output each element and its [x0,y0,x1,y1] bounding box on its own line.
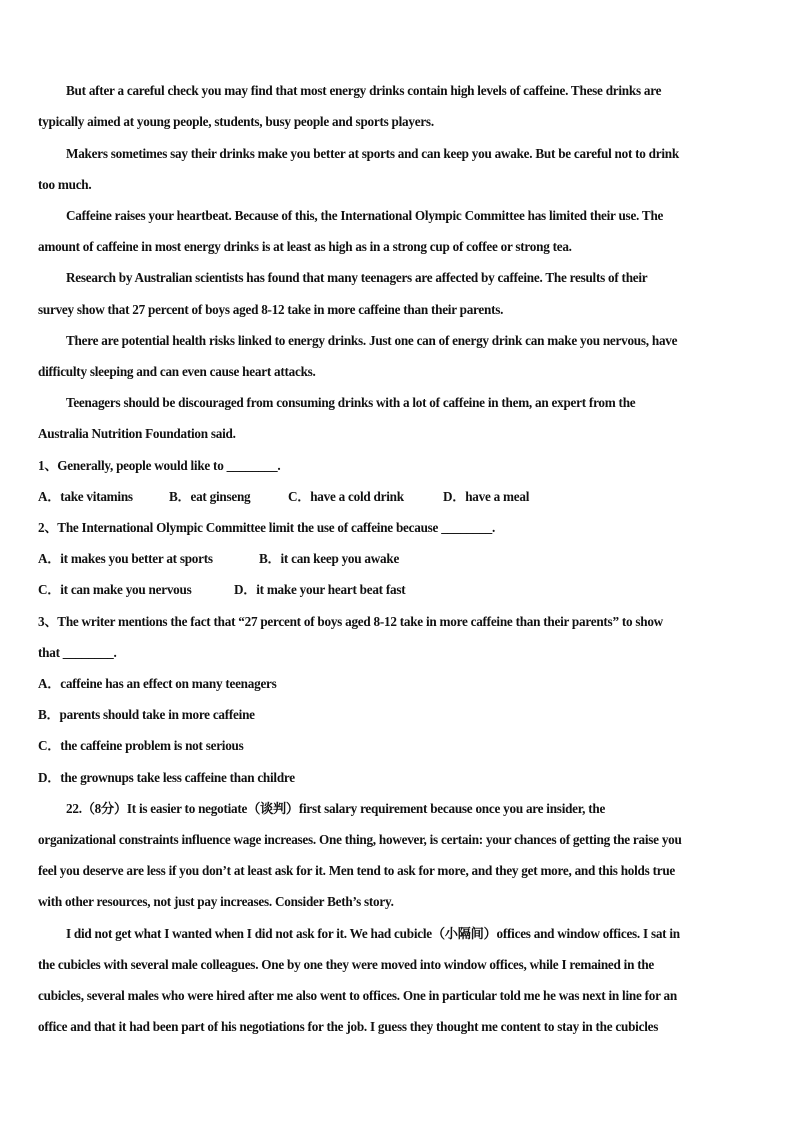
passage-line: typically aimed at young people, students, busy people and sports players. [38,114,434,129]
question-3-stem-cont: that ________. [38,645,117,660]
q22-line: cubicles, several males who were hired after me also went to offices. One in particular told me he was next in line for an [38,988,677,1003]
passage-line: Research by Australian scientists has found that many teenagers are affected by caffeine. The results of their [66,270,648,285]
q3-option-a: A．caffeine has an effect on many teenagers [38,676,277,691]
passage-line: amount of caffeine in most energy drinks is at least as high as in a strong cup of coffee or strong tea. [38,239,572,254]
q1-option-d: D．have a meal [443,489,530,504]
question-1-stem: 1、Generally, people would like to ________. [38,458,281,473]
passage-line: Australia Nutrition Foundation said. [38,426,236,441]
passage-line: Teenagers should be discouraged from consuming drinks with a lot of caffeine in them, an expert from the [66,395,636,410]
passage-line: too much. [38,177,92,192]
q22-line: with other resources, not just pay increases. Consider Beth’s story. [38,894,394,909]
q22-line: organizational constraints influence wage increases. One thing, however, is certain: your chances of getting the raise you [38,832,682,847]
q2-option-d: D．it make your heart beat fast [234,582,406,597]
question-3-stem: 3、The writer mentions the fact that “27 percent of boys aged 8-12 take in more caffeine than their parents” to show [38,614,663,629]
q22-line: I did not get what I wanted when I did not ask for it. We had cubicle（小隔间）offices and window offices. I sat in [66,926,680,941]
q3-option-c: C．the caffeine problem is not serious [38,738,244,753]
passage-line: Caffeine raises your heartbeat. Because of this, the International Olympic Committee has limited their use. The [66,208,664,223]
q3-option-d: D．the grownups take less caffeine than childre [38,770,295,785]
passage-line: There are potential health risks linked to energy drinks. Just one can of energy drink can make you nervous, have [66,333,678,348]
q22-line: 22.（8分）It is easier to negotiate（谈判）first salary requirement because once you are insider, the [66,801,606,816]
q22-line: feel you deserve are less if you don’t at least ask for it. Men tend to ask for more, and they get more, and this holds true [38,863,676,878]
q2-option-a: A．it makes you better at sports [38,551,213,566]
passage-line: But after a careful check you may find that most energy drinks contain high levels of caffeine. These drinks are [66,83,662,98]
q1-option-c: C．have a cold drink [288,489,404,504]
passage-line: difficulty sleeping and can even cause heart attacks. [38,364,316,379]
q22-line: office and that it had been part of his negotiations for the job. I guess they thought me content to stay in the cubicles [38,1019,659,1034]
q2-option-b: B．it can keep you awake [259,551,400,566]
passage-line: Makers sometimes say their drinks make you better at sports and can keep you awake. But be careful not to drink [66,146,679,161]
q3-option-b: B．parents should take in more caffeine [38,707,255,722]
q2-option-c: C．it can make you nervous [38,582,192,597]
passage-line: survey show that 27 percent of boys aged 8-12 take in more caffeine than their parents. [38,302,504,317]
q22-line: the cubicles with several male colleagues. One by one they were moved into window offices, while I remained in the [38,957,655,972]
question-2-stem: 2、The International Olympic Committee limit the use of caffeine because ________. [38,520,495,535]
q1-option-a: A．take vitamins [38,489,133,504]
q1-option-b: B．eat ginseng [169,489,251,504]
